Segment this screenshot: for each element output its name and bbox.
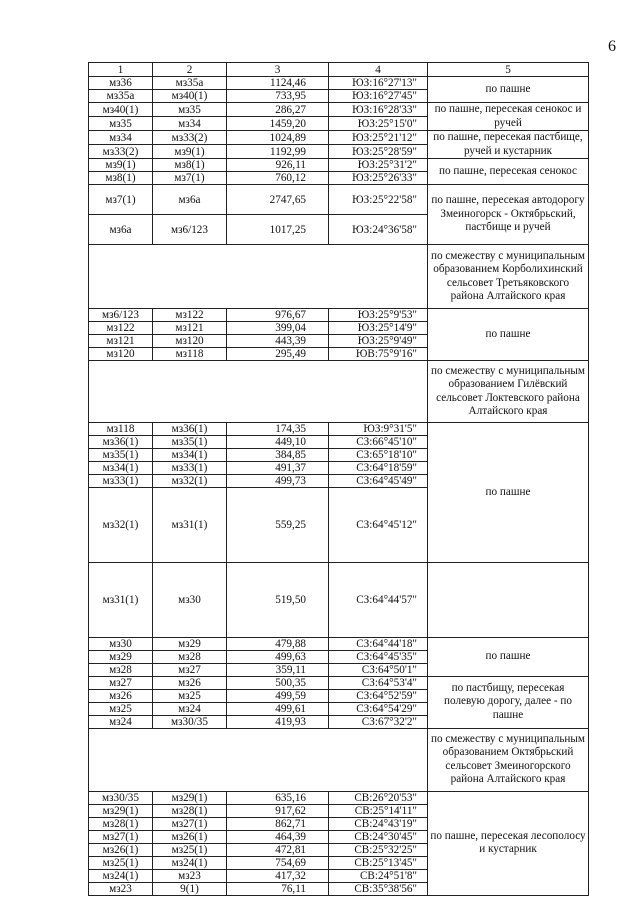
point-from: мз29 [89, 650, 153, 663]
segment-length: 295,49 [227, 348, 329, 361]
point-from: мз30/35 [89, 791, 153, 804]
segment-length: 464,39 [227, 830, 329, 843]
header-cell-3: 3 [227, 63, 329, 77]
point-to: мз30 [153, 562, 227, 637]
segment-length: 399,04 [227, 322, 329, 335]
segment-length: 491,37 [227, 462, 329, 475]
segment-length: 499,73 [227, 475, 329, 488]
point-to: мз6а [153, 185, 227, 215]
segment-length: 1459,20 [227, 117, 329, 131]
point-from: мз27(1) [89, 830, 153, 843]
boundary-description: по пашне [428, 309, 589, 361]
segment-bearing: ЮЗ:9°31'5" [329, 423, 428, 436]
point-from: мз9(1) [89, 159, 153, 172]
segment-length: 559,25 [227, 488, 329, 563]
segment-bearing: СЗ:65°18'10" [329, 449, 428, 462]
point-from: мз40(1) [89, 103, 153, 117]
point-from: мз33(2) [89, 145, 153, 159]
point-to: мз36(1) [153, 423, 227, 436]
segment-length: 1017,25 [227, 215, 329, 245]
point-to: мз9(1) [153, 145, 227, 159]
segment-bearing: ЮЗ:25°31'2" [329, 159, 428, 172]
table-row [89, 131, 589, 145]
boundary-description: по пашне, пересекая пастбище, ручей и кустарник [428, 131, 589, 159]
segment-length: 76,11 [227, 882, 329, 895]
point-to: мз32(1) [153, 475, 227, 488]
segment-bearing: СЗ:64°54'29" [329, 702, 428, 715]
segment-bearing: ЮЗ:24°36'58" [329, 215, 428, 245]
segment-bearing: ЮЗ:25°15'0" [329, 117, 428, 131]
point-from: мз25(1) [89, 856, 153, 869]
boundary-description: по пашне [428, 77, 589, 103]
segment-length: 499,59 [227, 689, 329, 702]
segment-bearing: СВ:25°13'45" [329, 856, 428, 869]
segment-bearing: СВ:35°38'56" [329, 882, 428, 895]
segment-length: 443,39 [227, 335, 329, 348]
boundary-table [88, 62, 589, 896]
point-from: мз24 [89, 715, 153, 728]
segment-length: 976,67 [227, 309, 329, 322]
segment-length: 499,63 [227, 650, 329, 663]
segment-length: 2747,65 [227, 185, 329, 215]
empty-merged-cell [89, 245, 428, 309]
segment-bearing: СЗ:64°44'57" [329, 562, 428, 637]
table-row [89, 791, 589, 804]
point-to: мз7(1) [153, 172, 227, 185]
segment-length: 359,11 [227, 663, 329, 676]
segment-bearing: СЗ:64°50'1" [329, 663, 428, 676]
segment-bearing: СВ:25°32'25" [329, 843, 428, 856]
segment-length: 500,35 [227, 676, 329, 689]
segment-bearing: СЗ:64°45'35" [329, 650, 428, 663]
segment-bearing: ЮЗ:16°27'13" [329, 77, 428, 90]
segment-length: 384,85 [227, 449, 329, 462]
segment-length: 1024,89 [227, 131, 329, 145]
point-from: мз26(1) [89, 843, 153, 856]
point-to: мз26 [153, 676, 227, 689]
segment-bearing: СЗ:64°18'59" [329, 462, 428, 475]
segment-length: 862,71 [227, 817, 329, 830]
segment-length: 519,50 [227, 562, 329, 637]
point-from: мз33(1) [89, 475, 153, 488]
table-row [89, 185, 589, 215]
boundary-section-row [89, 245, 589, 309]
point-to: мз24 [153, 702, 227, 715]
point-from: мз8(1) [89, 172, 153, 185]
point-to: мз29 [153, 637, 227, 650]
header-cell-4: 4 [329, 63, 428, 77]
segment-bearing: СЗ:66°45'10" [329, 436, 428, 449]
point-to: мз33(2) [153, 131, 227, 145]
point-from: мз7(1) [89, 185, 153, 215]
segment-bearing: ЮЗ:25°21'12" [329, 131, 428, 145]
table-row [89, 77, 589, 90]
adjacency-description: по смежеству с муниципальным образованием Гилёвский сельсовет Локтевского района Алтайского края [428, 361, 589, 423]
segment-bearing: СЗ:64°45'12" [329, 488, 428, 563]
table-row [89, 309, 589, 322]
point-from: мз122 [89, 322, 153, 335]
segment-bearing: СВ:26°20'53" [329, 791, 428, 804]
point-to: мз28(1) [153, 804, 227, 817]
point-to: мз122 [153, 309, 227, 322]
segment-length: 449,10 [227, 436, 329, 449]
segment-length: 760,12 [227, 172, 329, 185]
segment-bearing: СЗ:64°44'18" [329, 637, 428, 650]
point-from: мз118 [89, 423, 153, 436]
header-cell-2: 2 [153, 63, 227, 77]
empty-merged-cell [89, 728, 428, 791]
adjacency-description: по смежеству с муниципальным образованием Октябрьский сельсовет Змеиногорского района Алтайского края [428, 728, 589, 791]
point-from: мз35 [89, 117, 153, 131]
point-to: мз34(1) [153, 449, 227, 462]
point-to: мз31(1) [153, 488, 227, 563]
point-from: мз27 [89, 676, 153, 689]
point-from: мз30 [89, 637, 153, 650]
point-to: мз27 [153, 663, 227, 676]
segment-bearing: ЮЗ:25°26'33" [329, 172, 428, 185]
segment-length: 1124,46 [227, 77, 329, 90]
point-from: мз31(1) [89, 562, 153, 637]
empty-merged-cell [89, 361, 428, 423]
point-to: мз33(1) [153, 462, 227, 475]
point-to: мз23 [153, 869, 227, 882]
point-from: мз34(1) [89, 462, 153, 475]
point-from: мз34 [89, 131, 153, 145]
point-from: мз24(1) [89, 869, 153, 882]
segment-bearing: ЮЗ:25°14'9" [329, 322, 428, 335]
boundary-description: по пашне [428, 637, 589, 676]
point-from: мз36 [89, 77, 153, 90]
segment-length: 499,61 [227, 702, 329, 715]
point-from: мз26 [89, 689, 153, 702]
point-from: мз32(1) [89, 488, 153, 563]
boundary-section-row [89, 728, 589, 791]
point-from: мз120 [89, 348, 153, 361]
segment-length: 733,95 [227, 90, 329, 103]
point-from: мз36(1) [89, 436, 153, 449]
point-from: мз35а [89, 90, 153, 103]
header-cell-1: 1 [89, 63, 153, 77]
point-to: мз35 [153, 103, 227, 117]
adjacency-description: по смежеству с муниципальным образованием Корболихинский сельсовет Третьяковского района Алтайского края [428, 245, 589, 309]
point-to: мз121 [153, 322, 227, 335]
segment-bearing: СЗ:64°45'49" [329, 475, 428, 488]
segment-bearing: СЗ:64°53'4" [329, 676, 428, 689]
segment-length: 286,27 [227, 103, 329, 117]
table-row [89, 562, 589, 637]
segment-bearing: СЗ:64°52'59" [329, 689, 428, 702]
point-to: мз6/123 [153, 215, 227, 245]
point-to: мз24(1) [153, 856, 227, 869]
point-from: мз28 [89, 663, 153, 676]
point-to: мз29(1) [153, 791, 227, 804]
page-number: 6 [608, 38, 616, 55]
segment-length: 635,16 [227, 791, 329, 804]
point-to: 9(1) [153, 882, 227, 895]
segment-length: 917,62 [227, 804, 329, 817]
table-body [89, 77, 589, 896]
boundary-description: по пашне, пересекая сенокос [428, 159, 589, 185]
segment-bearing: ЮВ:75°9'16" [329, 348, 428, 361]
point-from: мз35(1) [89, 449, 153, 462]
segment-length: 417,32 [227, 869, 329, 882]
point-to: мз35а [153, 77, 227, 90]
segment-length: 472,81 [227, 843, 329, 856]
point-from: мз29(1) [89, 804, 153, 817]
segment-bearing: ЮЗ:16°28'33" [329, 103, 428, 117]
point-to: мз35(1) [153, 436, 227, 449]
boundary-description: по пашне, пересекая автодорогу Змеиногорск - Октябрьский, пастбище и ручей [428, 185, 589, 245]
point-from: мз121 [89, 335, 153, 348]
segment-bearing: ЮЗ:25°9'49" [329, 335, 428, 348]
segment-bearing: ЮЗ:16°27'45" [329, 90, 428, 103]
point-to: мз34 [153, 117, 227, 131]
point-to: мз28 [153, 650, 227, 663]
point-from: мз25 [89, 702, 153, 715]
segment-length: 419,93 [227, 715, 329, 728]
segment-length: 754,69 [227, 856, 329, 869]
point-from: мз28(1) [89, 817, 153, 830]
point-to: мз8(1) [153, 159, 227, 172]
point-from: мз6а [89, 215, 153, 245]
table-row [89, 103, 589, 117]
segment-length: 926,11 [227, 159, 329, 172]
segment-bearing: СВ:24°43'19" [329, 817, 428, 830]
boundary-description: по пашне, пересекая сенокос и ручей [428, 103, 589, 131]
point-to: мз120 [153, 335, 227, 348]
point-to: мз25 [153, 689, 227, 702]
point-from: мз23 [89, 882, 153, 895]
point-to: мз26(1) [153, 830, 227, 843]
point-from: мз6/123 [89, 309, 153, 322]
point-to: мз118 [153, 348, 227, 361]
segment-bearing: СЗ:67°32'2" [329, 715, 428, 728]
point-to: мз25(1) [153, 843, 227, 856]
segment-bearing: СВ:24°51'8" [329, 869, 428, 882]
point-to: мз27(1) [153, 817, 227, 830]
segment-bearing: ЮЗ:25°22'58" [329, 185, 428, 215]
boundary-description: по пашне, пересекая лесополосу и кустарник [428, 791, 589, 895]
segment-length: 174,35 [227, 423, 329, 436]
boundary-description: по пашне [428, 423, 589, 563]
segment-bearing: ЮЗ:25°28'59" [329, 145, 428, 159]
header-cell-5: 5 [428, 63, 589, 77]
boundary-section-row [89, 361, 589, 423]
segment-length: 479,88 [227, 637, 329, 650]
segment-bearing: СВ:24°30'45" [329, 830, 428, 843]
boundary-description: по пастбищу, пересекая полевую дорогу, далее - по пашне [428, 676, 589, 728]
table-row [89, 676, 589, 689]
table-row [89, 423, 589, 436]
point-to: мз40(1) [153, 90, 227, 103]
segment-length: 1192,99 [227, 145, 329, 159]
segment-bearing: СВ:25°14'11" [329, 804, 428, 817]
table-row [89, 637, 589, 650]
header-row [89, 63, 589, 77]
segment-bearing: ЮЗ:25°9'53" [329, 309, 428, 322]
table-row [89, 159, 589, 172]
point-to: мз30/35 [153, 715, 227, 728]
